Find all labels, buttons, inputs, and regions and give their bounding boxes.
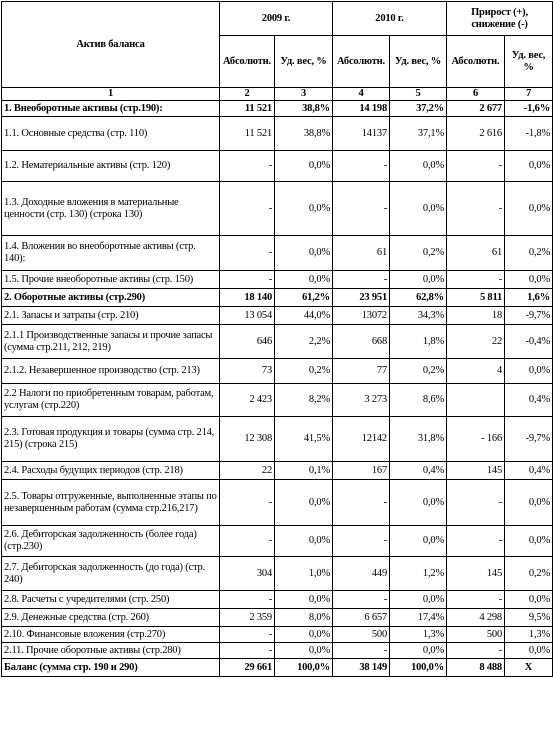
abs-2010-cell: 12142 [333, 417, 390, 462]
row-label: 1.4. Вложения во внеоборотные активы (стр. 140): [2, 236, 220, 271]
abs-2010-cell: - [333, 643, 390, 659]
col-num-1: 1 [2, 88, 220, 101]
abs-growth-cell: 61 [447, 236, 505, 271]
row-label: Баланс (сумма стр. 190 и 290) [2, 659, 220, 677]
share-growth-cell: 0,4% [505, 462, 553, 480]
abs-growth-cell: 8 488 [447, 659, 505, 677]
abs-2010-cell: 449 [333, 557, 390, 591]
share-2009-header: Уд. вес, % [275, 36, 333, 88]
abs-2010-cell: - [333, 182, 390, 236]
share-2009-cell: 61,2% [275, 289, 333, 307]
row-label: 1.5. Прочие внеоборотные активы (стр. 150) [2, 271, 220, 289]
row-label: 1.3. Доходные вложения в материальные ценности (стр. 130) (строка 130) [2, 182, 220, 236]
share-2009-cell: 0,0% [275, 627, 333, 643]
abs-growth-cell: - [447, 480, 505, 526]
share-2010-cell: 0,0% [390, 151, 447, 182]
share-2010-cell: 34,3% [390, 307, 447, 325]
abs-2009-cell: - [220, 480, 275, 526]
share-growth-cell: -1,6% [505, 101, 553, 117]
share-2010-cell: 31,8% [390, 417, 447, 462]
share-growth-cell: 0,4% [505, 384, 553, 417]
abs-growth-cell: 18 [447, 307, 505, 325]
abs-2010-cell: - [333, 591, 390, 609]
abs-growth-cell: - [447, 182, 505, 236]
abs-2010-cell: 14 198 [333, 101, 390, 117]
share-2010-cell: 0,0% [390, 591, 447, 609]
table-row [2, 480, 553, 526]
abs-2010-cell: 3 273 [333, 384, 390, 417]
share-growth-cell: 9,5% [505, 609, 553, 627]
col-num-6: 6 [447, 88, 505, 101]
table-row [2, 627, 553, 643]
share-2010-cell: 37,2% [390, 101, 447, 117]
balance-asset-table [1, 1, 553, 677]
table-row [2, 384, 553, 417]
abs-2010-cell: - [333, 151, 390, 182]
row-label: 2.3. Готовая продукция и товары (сумма стр. 214, 215) (строка 215) [2, 417, 220, 462]
abs-2010-cell: 61 [333, 236, 390, 271]
share-growth-cell: 1,3% [505, 627, 553, 643]
abs-growth-cell: - [447, 591, 505, 609]
row-label: 2. Оборотные активы (стр.290) [2, 289, 220, 307]
abs-2009-cell: - [220, 591, 275, 609]
table-row [2, 101, 553, 117]
row-label: 2.1.2. Незавершенное производство (стр. 213) [2, 359, 220, 384]
abs-2009-cell: 11 521 [220, 101, 275, 117]
table-row [2, 117, 553, 151]
abs-2010-cell: 14137 [333, 117, 390, 151]
year-2010-header: 2010 г. [333, 2, 447, 36]
share-2009-cell: 0,0% [275, 591, 333, 609]
abs-2009-cell: - [220, 627, 275, 643]
share-2009-cell: 0,0% [275, 271, 333, 289]
col-num-4: 4 [333, 88, 390, 101]
share-2009-cell: 0,0% [275, 182, 333, 236]
abs-growth-cell [447, 384, 505, 417]
row-label: 2.11. Прочие оборотные активы (стр.280) [2, 643, 220, 659]
share-2010-cell: 0,4% [390, 462, 447, 480]
share-growth-cell: 0,0% [505, 151, 553, 182]
share-2010-cell: 8,6% [390, 384, 447, 417]
table-row [2, 271, 553, 289]
share-2010-cell: 0,0% [390, 480, 447, 526]
abs-growth-cell: - [447, 151, 505, 182]
abs-2010-cell: 668 [333, 325, 390, 359]
share-2009-cell: 0,1% [275, 462, 333, 480]
share-growth-cell: Х [505, 659, 553, 677]
year-2009-header: 2009 г. [220, 2, 333, 36]
table-row [2, 236, 553, 271]
share-growth-cell: 0,2% [505, 557, 553, 591]
abs-2009-cell: 11 521 [220, 117, 275, 151]
share-2010-cell: 0,2% [390, 236, 447, 271]
table-row [2, 609, 553, 627]
table-row [2, 359, 553, 384]
abs-2010-cell: 13072 [333, 307, 390, 325]
abs-2010-cell: 6 657 [333, 609, 390, 627]
share-growth-cell: 0,0% [505, 271, 553, 289]
share-growth-cell: 0,0% [505, 643, 553, 659]
table-row [2, 151, 553, 182]
share-2009-cell: 0,2% [275, 359, 333, 384]
abs-growth-cell: 4 298 [447, 609, 505, 627]
share-growth-cell: 0,2% [505, 236, 553, 271]
abs-2009-cell: 29 661 [220, 659, 275, 677]
share-2010-cell: 62,8% [390, 289, 447, 307]
abs-growth-cell: 5 811 [447, 289, 505, 307]
share-growth-cell: -9,7% [505, 417, 553, 462]
share-growth-cell: -0,4% [505, 325, 553, 359]
share-growth-cell: 0,0% [505, 526, 553, 557]
table-row [2, 289, 553, 307]
abs-2009-cell: 2 359 [220, 609, 275, 627]
row-label: 2.4. Расходы будущих периодов (стр. 218) [2, 462, 220, 480]
share-2009-cell: 38,8% [275, 117, 333, 151]
abs-2010-cell: 77 [333, 359, 390, 384]
abs-2009-cell: 2 423 [220, 384, 275, 417]
abs-2009-cell: 18 140 [220, 289, 275, 307]
share-growth-cell: 1,6% [505, 289, 553, 307]
abs-2009-cell: 73 [220, 359, 275, 384]
row-label: 2.7. Дебиторская задолженность (до года) (стр. 240) [2, 557, 220, 591]
table-row [2, 643, 553, 659]
abs-2009-cell: 646 [220, 325, 275, 359]
abs-2009-cell: - [220, 271, 275, 289]
share-2010-cell: 37,1% [390, 117, 447, 151]
share-2010-cell: 0,0% [390, 526, 447, 557]
abs-growth-cell: 4 [447, 359, 505, 384]
col-num-7: 7 [505, 88, 553, 101]
share-2009-cell: 0,0% [275, 480, 333, 526]
abs-2010-cell: 500 [333, 627, 390, 643]
row-label: 2.5. Товары отгруженные, выполненные этапы по незавершенным работам (сумма стр.216,217) [2, 480, 220, 526]
abs-growth-cell: 2 677 [447, 101, 505, 117]
table-row [2, 417, 553, 462]
row-label: 2.10. Финансовые вложения (стр.270) [2, 627, 220, 643]
growth-header: Прирост (+), снижение (-) [447, 2, 553, 36]
table-row [2, 659, 553, 677]
row-label: 2.6. Дебиторская задолженность (более года) (стр.230) [2, 526, 220, 557]
share-2009-cell: 0,0% [275, 236, 333, 271]
row-label: 1.1. Основные средства (стр. 110) [2, 117, 220, 151]
row-label: 2.9. Денежные средства (стр. 260) [2, 609, 220, 627]
abs-2009-cell: - [220, 526, 275, 557]
table-row [2, 325, 553, 359]
table-row [2, 307, 553, 325]
abs-2009-cell: 22 [220, 462, 275, 480]
abs-growth-cell: - [447, 643, 505, 659]
abs-2010-cell: - [333, 271, 390, 289]
share-growth-cell: -1,8% [505, 117, 553, 151]
share-2009-cell: 100,0% [275, 659, 333, 677]
table-row [2, 182, 553, 236]
row-label: 2.1. Запасы и затраты (стр. 210) [2, 307, 220, 325]
abs-2009-cell: - [220, 643, 275, 659]
share-2009-cell: 44,0% [275, 307, 333, 325]
share-2010-cell: 0,0% [390, 271, 447, 289]
table-row [2, 591, 553, 609]
abs-2009-cell: - [220, 182, 275, 236]
col-num-2: 2 [220, 88, 275, 101]
share-2009-cell: 0,0% [275, 643, 333, 659]
abs-growth-header: Абсолютн. [447, 36, 505, 88]
share-growth-cell: 0,0% [505, 359, 553, 384]
share-2009-cell: 41,5% [275, 417, 333, 462]
share-2009-cell: 0,0% [275, 151, 333, 182]
abs-2009-header: Абсолютн. [220, 36, 275, 88]
share-2009-cell: 8,0% [275, 609, 333, 627]
share-2009-cell: 1,0% [275, 557, 333, 591]
abs-growth-cell: 22 [447, 325, 505, 359]
abs-2009-cell: 12 308 [220, 417, 275, 462]
share-2010-cell: 1,3% [390, 627, 447, 643]
share-2010-cell: 17,4% [390, 609, 447, 627]
abs-2009-cell: 304 [220, 557, 275, 591]
table-row [2, 462, 553, 480]
column-number-row [2, 88, 553, 101]
share-2010-cell: 100,0% [390, 659, 447, 677]
asset-column-header: Актив баланса [2, 2, 220, 88]
col-num-3: 3 [275, 88, 333, 101]
header-row-1 [2, 2, 553, 36]
abs-growth-cell: 2 616 [447, 117, 505, 151]
share-2009-cell: 38,8% [275, 101, 333, 117]
abs-2009-cell: 13 054 [220, 307, 275, 325]
col-num-5: 5 [390, 88, 447, 101]
share-2009-cell: 2,2% [275, 325, 333, 359]
share-growth-cell: -9,7% [505, 307, 553, 325]
share-growth-header: Уд. вес, % [505, 36, 553, 88]
share-2010-cell: 0,0% [390, 182, 447, 236]
share-2010-cell: 1,8% [390, 325, 447, 359]
abs-growth-cell: - 166 [447, 417, 505, 462]
row-label: 1.2. Нематериальные активы (стр. 120) [2, 151, 220, 182]
share-growth-cell: 0,0% [505, 480, 553, 526]
abs-growth-cell: 145 [447, 557, 505, 591]
share-2010-header: Уд. вес, % [390, 36, 447, 88]
abs-growth-cell: - [447, 271, 505, 289]
share-growth-cell: 0,0% [505, 182, 553, 236]
abs-growth-cell: 500 [447, 627, 505, 643]
row-label: 2.1.1 Производственные запасы и прочие запасы (сумма стр.211, 212, 219) [2, 325, 220, 359]
share-2009-cell: 0,0% [275, 526, 333, 557]
abs-2010-cell: 23 951 [333, 289, 390, 307]
share-2010-cell: 0,0% [390, 643, 447, 659]
abs-2010-header: Абсолютн. [333, 36, 390, 88]
share-2010-cell: 1,2% [390, 557, 447, 591]
abs-growth-cell: 145 [447, 462, 505, 480]
share-2010-cell: 0,2% [390, 359, 447, 384]
abs-2010-cell: - [333, 526, 390, 557]
row-label: 2.2 Налоги по приобретенным товарам, работам, услугам (стр.220) [2, 384, 220, 417]
abs-2009-cell: - [220, 236, 275, 271]
table-body [2, 101, 553, 677]
table-row [2, 557, 553, 591]
abs-2010-cell: - [333, 480, 390, 526]
table-row [2, 526, 553, 557]
share-2009-cell: 8,2% [275, 384, 333, 417]
row-label: 2.8. Расчеты с учредителями (стр. 250) [2, 591, 220, 609]
abs-2010-cell: 167 [333, 462, 390, 480]
abs-2010-cell: 38 149 [333, 659, 390, 677]
row-label: 1. Внеоборотные активы (стр.190): [2, 101, 220, 117]
share-growth-cell: 0,0% [505, 591, 553, 609]
abs-2009-cell: - [220, 151, 275, 182]
abs-growth-cell: - [447, 526, 505, 557]
